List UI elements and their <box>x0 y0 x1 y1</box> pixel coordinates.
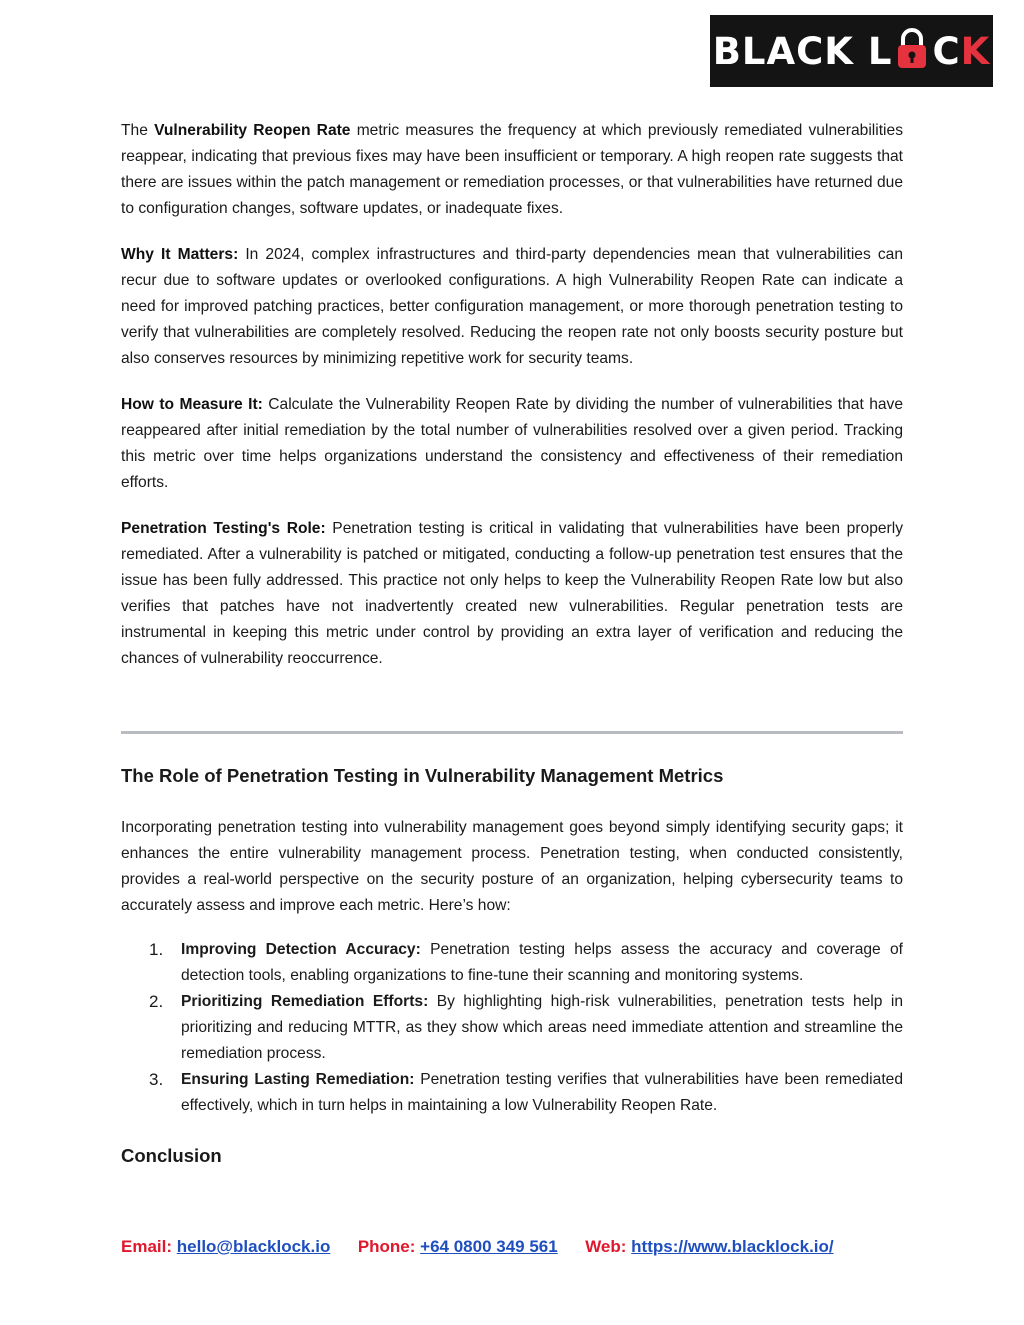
list-item-bold: Ensuring Lasting Remediation: <box>181 1071 415 1088</box>
paragraph-lead-bold: Why It Matters: <box>121 246 239 263</box>
conclusion-heading: Conclusion <box>121 1145 222 1166</box>
paragraph-text: In 2024, complex infrastructures and third-party dependencies mean that vulnerabilities can recur due to software updates or overlooked configurations. A high Vulnerability Reopen Rate can indicate a need for improved patching practices, better configuration management, or more thorough penetration testing to verify that vulnerabilities are completely resolved. Reducing the reopen rate not only boosts security posture but also conserves resources by minimizing repetitive work for security teams. <box>121 246 903 367</box>
web-label: Web: <box>585 1237 627 1256</box>
list-item <box>121 937 903 989</box>
paragraph-text: Penetration testing is critical in validating that vulnerabilities have been properly remediated. After a vulnerability is patched or mitigated, conducting a follow-up penetration test ensures that the issue has been fully addressed. This practice not only helps to keep the Vulnerability Reopen Rate low but also verifies that patches have not inadvertently created new vulnerabilities. Regular penetration tests are instrumental in keeping this metric under control by providing an extra layer of verification and reducing the chances of vulnerability reoccurrence. <box>121 520 904 667</box>
paragraph-lead-bold: Penetration Testing's Role: <box>121 520 326 537</box>
logo-text-left: BLACK L <box>712 29 893 73</box>
paragraph-text: metric measures the frequency at which previously remediated vulnerabilities reappear, indicating that previous fixes may have been insufficient or temporary. A high reopen rate suggests that there are issues within the patch management or remediation processes, or that vulnerabilities have returned due to configuration changes, software updates, or inadequate fixes. <box>121 122 903 217</box>
numbered-list <box>121 937 903 1119</box>
paragraph-why-it-matters <box>121 242 903 372</box>
logo-c-mark: C <box>932 29 961 73</box>
list-item-number: 1. <box>149 940 164 959</box>
email-link[interactable]: hello@blacklock.io <box>176 1237 331 1256</box>
list-item-bold: Prioritizing Remediation Efforts: <box>181 993 429 1010</box>
list-item-text: Penetration testing helps assess the accuracy and coverage of detection tools, enabling organizations to fine-tune their scanning and monitoring systems. <box>181 941 903 984</box>
paragraph-lead-pre: The <box>121 122 155 139</box>
phone-label: Phone: <box>357 1237 416 1256</box>
list-item-number: 3. <box>149 1070 164 1089</box>
list-item-number: 2. <box>149 992 164 1011</box>
paragraph-lead-bold: Vulnerability Reopen Rate <box>154 122 351 139</box>
paragraph-how-to-measure <box>121 392 903 496</box>
list-item-text: By highlighting high-risk vulnerabilities, penetration tests help in prioritizing and reducing MTTR, as they show which areas need immediate attention and streamline the remediation process. <box>181 993 903 1062</box>
section-intro: Incorporating penetration testing into vulnerability management goes beyond simply identifying security gaps; it enhances the entire vulnerability management process. Penetration testing, when conducted consistently, provides a real-world perspective on the security posture of an organization, helping cybersecurity teams to accurately assess and improve each metric. Here’s how: <box>121 819 903 914</box>
paragraph-lead-bold: How to Measure It: <box>121 396 263 413</box>
list-item-text: Penetration testing verifies that vulnerabilities have been remediated effectively, which in turn helps in maintaining a low Vulnerability Reopen Rate. <box>181 1071 903 1114</box>
list-item-bold: Improving Detection Accuracy: <box>181 941 421 958</box>
paragraph-pentest-role <box>121 516 903 672</box>
paragraph-reopen-rate <box>121 118 903 222</box>
web-link[interactable]: https://www.blacklock.io/ <box>631 1237 834 1256</box>
list-item <box>121 989 903 1067</box>
section-divider <box>121 731 903 734</box>
contact-footer <box>121 1237 834 1257</box>
logo-text-right: K <box>960 29 991 73</box>
paragraph-text: Calculate the Vulnerability Reopen Rate by dividing the number of vulnerabilities that have reappeared after initial remediation by the total number of vulnerabilities resolved over a given period. Tracking this metric over time helps organizations understand the consistency and effectiveness of their remediation efforts. <box>121 396 904 491</box>
section-heading: The Role of Penetration Testing in Vulnerability Management Metrics <box>121 765 724 786</box>
main-content <box>121 118 903 692</box>
company-logo <box>710 15 993 87</box>
email-label: Email: <box>121 1237 173 1256</box>
padlock-icon <box>893 26 931 70</box>
phone-link[interactable]: +64 0800 349 561 <box>420 1237 558 1256</box>
list-item <box>121 1067 903 1119</box>
